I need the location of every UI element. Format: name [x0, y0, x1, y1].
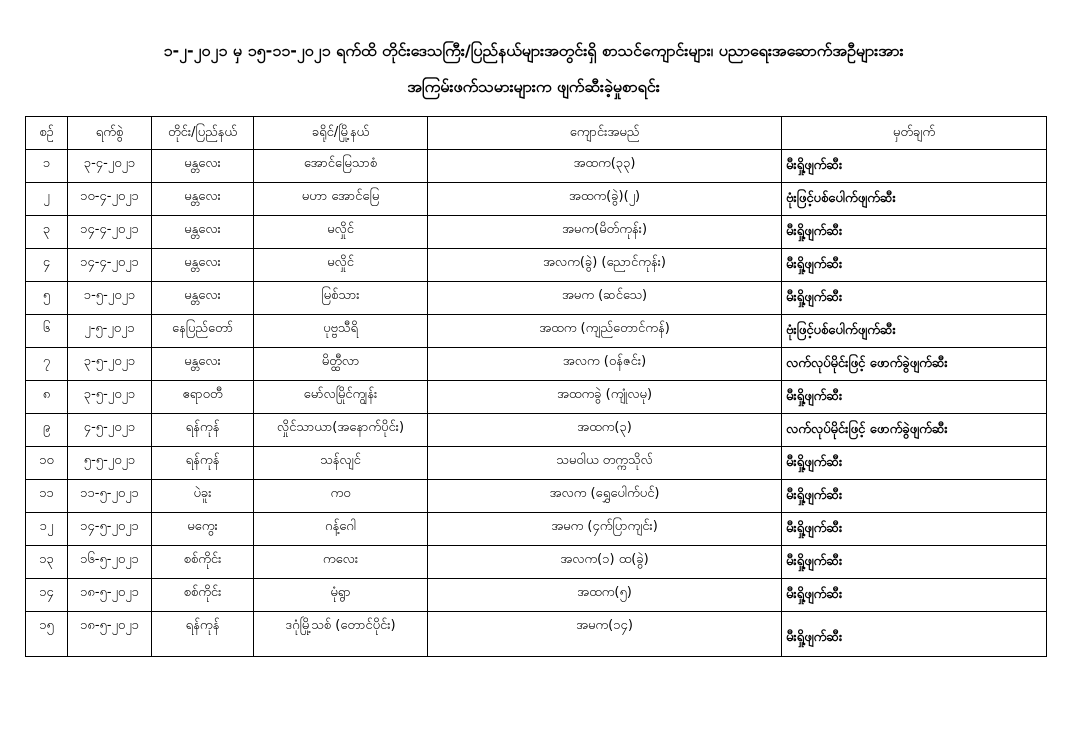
- cell-date: ၁-၅-၂၀၂၁: [68, 282, 152, 315]
- cell-remark: မီးရှို့ဖျက်ဆီး: [782, 381, 1047, 414]
- table-row: [26, 480, 1047, 513]
- cell-serial: ၁၅: [26, 612, 68, 657]
- cell-school-name: အလက(ခွဲ) (ညောင်ကုန်း): [428, 249, 782, 282]
- table-row: [26, 282, 1047, 315]
- cell-serial: ၂: [26, 183, 68, 216]
- cell-region: မန္တလေး: [152, 249, 254, 282]
- table-row: [26, 249, 1047, 282]
- cell-date: ၂-၅-၂၀၂၁: [68, 315, 152, 348]
- header-remark: မှတ်ချက်: [782, 117, 1047, 150]
- cell-district: သန်လျင်: [254, 447, 428, 480]
- table-row: [26, 414, 1047, 447]
- table-row: [26, 447, 1047, 480]
- cell-remark: မီးရှို့ဖျက်ဆီး: [782, 579, 1047, 612]
- cell-date: ၄-၅-၂၀၂၁: [68, 414, 152, 447]
- table-row: [26, 150, 1047, 183]
- cell-remark: မီးရှို့ဖျက်ဆီး: [782, 612, 1047, 657]
- header-serial: စဉ်: [26, 117, 68, 150]
- cell-region: ဧရာဝတီ: [152, 381, 254, 414]
- cell-region: စစ်ကိုင်း: [152, 579, 254, 612]
- cell-region: စစ်ကိုင်း: [152, 546, 254, 579]
- cell-serial: ၇: [26, 348, 68, 381]
- cell-serial: ၈: [26, 381, 68, 414]
- cell-date: ၅-၅-၂၀၂၁: [68, 447, 152, 480]
- cell-region: မန္တလေး: [152, 150, 254, 183]
- cell-district: မလှိုင်: [254, 216, 428, 249]
- document-title-line-1: ၁-၂-၂၀၂၁ မှ ၁၅-၁၁-၂၀၂၁ ရက်ထိ တိုင်းဒေသကြီး/ပြည်နယ်များအတွင်းရှိ စာသင်ကျောင်းများ၊ ပညာရေးအဆောက်အဦများအား: [163, 41, 904, 60]
- cell-serial: ၆: [26, 315, 68, 348]
- cell-district: မြစ်သား: [254, 282, 428, 315]
- cell-date: ၃-၅-၂၀၂၁: [68, 348, 152, 381]
- cell-remark: လက်လုပ်မိုင်းဖြင့် ဖောက်ခွဲဖျက်ဆီး: [782, 348, 1047, 381]
- cell-school-name: အမက (၄က်ပြာကျင်း): [428, 513, 782, 546]
- document-title-line-2: အကြမ်းဖက်သမားများက ဖျက်ဆီးခဲ့မှုစာရင်း: [407, 77, 660, 96]
- cell-district: မော်လမြိုင်ကျွန်း: [254, 381, 428, 414]
- cell-region: မန္တလေး: [152, 216, 254, 249]
- table-row: [26, 381, 1047, 414]
- cell-date: ၁၁-၅-၂၀၂၁: [68, 480, 152, 513]
- cell-district: လှိုင်သာယာ(အနောက်ပိုင်း): [254, 414, 428, 447]
- cell-region: မန္တလေး: [152, 183, 254, 216]
- cell-region: ရန်ကုန်: [152, 447, 254, 480]
- cell-remark: မီးရှို့ဖျက်ဆီး: [782, 216, 1047, 249]
- table-row: [26, 612, 1047, 657]
- cell-serial: ၁၂: [26, 513, 68, 546]
- cell-remark: မီးရှို့ဖျက်ဆီး: [782, 150, 1047, 183]
- cell-serial: ၁: [26, 150, 68, 183]
- cell-region: ပဲခူး: [152, 480, 254, 513]
- cell-remark: မီးရှို့ဖျက်ဆီး: [782, 480, 1047, 513]
- cell-region: မန္တလေး: [152, 348, 254, 381]
- cell-date: ၁၄-၄-၂၀၂၁: [68, 216, 152, 249]
- cell-serial: ၁၄: [26, 579, 68, 612]
- cell-date: ၁၈-၅-၂၀၂၁: [68, 579, 152, 612]
- cell-date: ၃-၅-၂၀၂၁: [68, 381, 152, 414]
- cell-district: အောင်မြေသာစံ: [254, 150, 428, 183]
- header-date: ရက်စွဲ: [68, 117, 152, 150]
- cell-region: မန္တလေး: [152, 282, 254, 315]
- table-row: [26, 183, 1047, 216]
- cell-remark: မီးရှို့ဖျက်ဆီး: [782, 513, 1047, 546]
- cell-region: နေပြည်တော်: [152, 315, 254, 348]
- cell-school-name: သမဝါယ တက္ကသိုလ်: [428, 447, 782, 480]
- cell-district: ဒဂုံမြို့သစ် (တောင်ပိုင်း): [254, 612, 428, 657]
- cell-school-name: အလက (ဝန်ဇင်း): [428, 348, 782, 381]
- cell-district: မလှိုင်: [254, 249, 428, 282]
- table-row: [26, 216, 1047, 249]
- cell-remark: လက်လုပ်မိုင်းဖြင့် ဖောက်ခွဲဖျက်ဆီး: [782, 414, 1047, 447]
- cell-district: ဂန့်ဂေါ: [254, 513, 428, 546]
- table-row: [26, 546, 1047, 579]
- cell-date: ၁၆-၅-၂၀၂၁: [68, 546, 152, 579]
- cell-school-name: အထက (ကျည်တောင်ကန်): [428, 315, 782, 348]
- header-region: တိုင်း/ပြည်နယ်: [152, 117, 254, 150]
- cell-school-name: အထက(ခွဲ)(၂): [428, 183, 782, 216]
- cell-district: ကဝ: [254, 480, 428, 513]
- cell-district: မဟာ အောင်မြေ: [254, 183, 428, 216]
- cell-district: မိတ္ထီလာ: [254, 348, 428, 381]
- cell-school-name: အမက(၁၄): [428, 612, 782, 657]
- cell-region: ရန်ကုန်: [152, 414, 254, 447]
- cell-serial: ၅: [26, 282, 68, 315]
- cell-school-name: အမက (ဆင်သေ): [428, 282, 782, 315]
- cell-district: မုံရွာ: [254, 579, 428, 612]
- cell-serial: ၉: [26, 414, 68, 447]
- cell-district: ကလေး: [254, 546, 428, 579]
- table-body: [26, 150, 1047, 657]
- cell-school-name: အလက (ရွှေပေါက်ပင်): [428, 480, 782, 513]
- table-header-row: [26, 117, 1047, 150]
- cell-school-name: အမက(မိတ်ကုန်း): [428, 216, 782, 249]
- table-row: [26, 579, 1047, 612]
- cell-remark: မီးရှို့ဖျက်ဆီး: [782, 546, 1047, 579]
- cell-school-name: အထက(၃၃): [428, 150, 782, 183]
- cell-serial: ၁၁: [26, 480, 68, 513]
- cell-remark: ဗုံးဖြင့်ပစ်ပေါက်ဖျက်ဆီး: [782, 183, 1047, 216]
- header-district: ခရိုင်/မြို့နယ်: [254, 117, 428, 150]
- cell-date: ၁၈-၅-၂၀၂၁: [68, 612, 152, 657]
- cell-region: မကွေး: [152, 513, 254, 546]
- table-row: [26, 513, 1047, 546]
- cell-serial: ၃: [26, 216, 68, 249]
- cell-serial: ၁၃: [26, 546, 68, 579]
- cell-remark: ဗုံးဖြင့်ပစ်ပေါက်ဖျက်ဆီး: [782, 315, 1047, 348]
- cell-region: ရန်ကုန်: [152, 612, 254, 657]
- table-row: [26, 315, 1047, 348]
- cell-remark: မီးရှို့ဖျက်ဆီး: [782, 249, 1047, 282]
- cell-remark: မီးရှို့ဖျက်ဆီး: [782, 282, 1047, 315]
- table-row: [26, 348, 1047, 381]
- cell-remark: မီးရှို့ဖျက်ဆီး: [782, 447, 1047, 480]
- cell-date: ၃-၄-၂၀၂၁: [68, 150, 152, 183]
- cell-district: ပုဗ္ဗသီရိ: [254, 315, 428, 348]
- destruction-record-table: [25, 116, 1047, 657]
- cell-school-name: အထက(၃): [428, 414, 782, 447]
- cell-date: ၁၄-၅-၂၀၂၁: [68, 513, 152, 546]
- cell-school-name: အလက(၁) ထ(ခွဲ): [428, 546, 782, 579]
- cell-date: ၁၄-၄-၂၀၂၁: [68, 249, 152, 282]
- cell-date: ၁၀-၄-၂၀၂၁: [68, 183, 152, 216]
- cell-school-name: အထက(၅): [428, 579, 782, 612]
- cell-serial: ၄: [26, 249, 68, 282]
- cell-serial: ၁၀: [26, 447, 68, 480]
- cell-school-name: အထကခွဲ (ကျုံလမု): [428, 381, 782, 414]
- header-school-name: ကျောင်းအမည်: [428, 117, 782, 150]
